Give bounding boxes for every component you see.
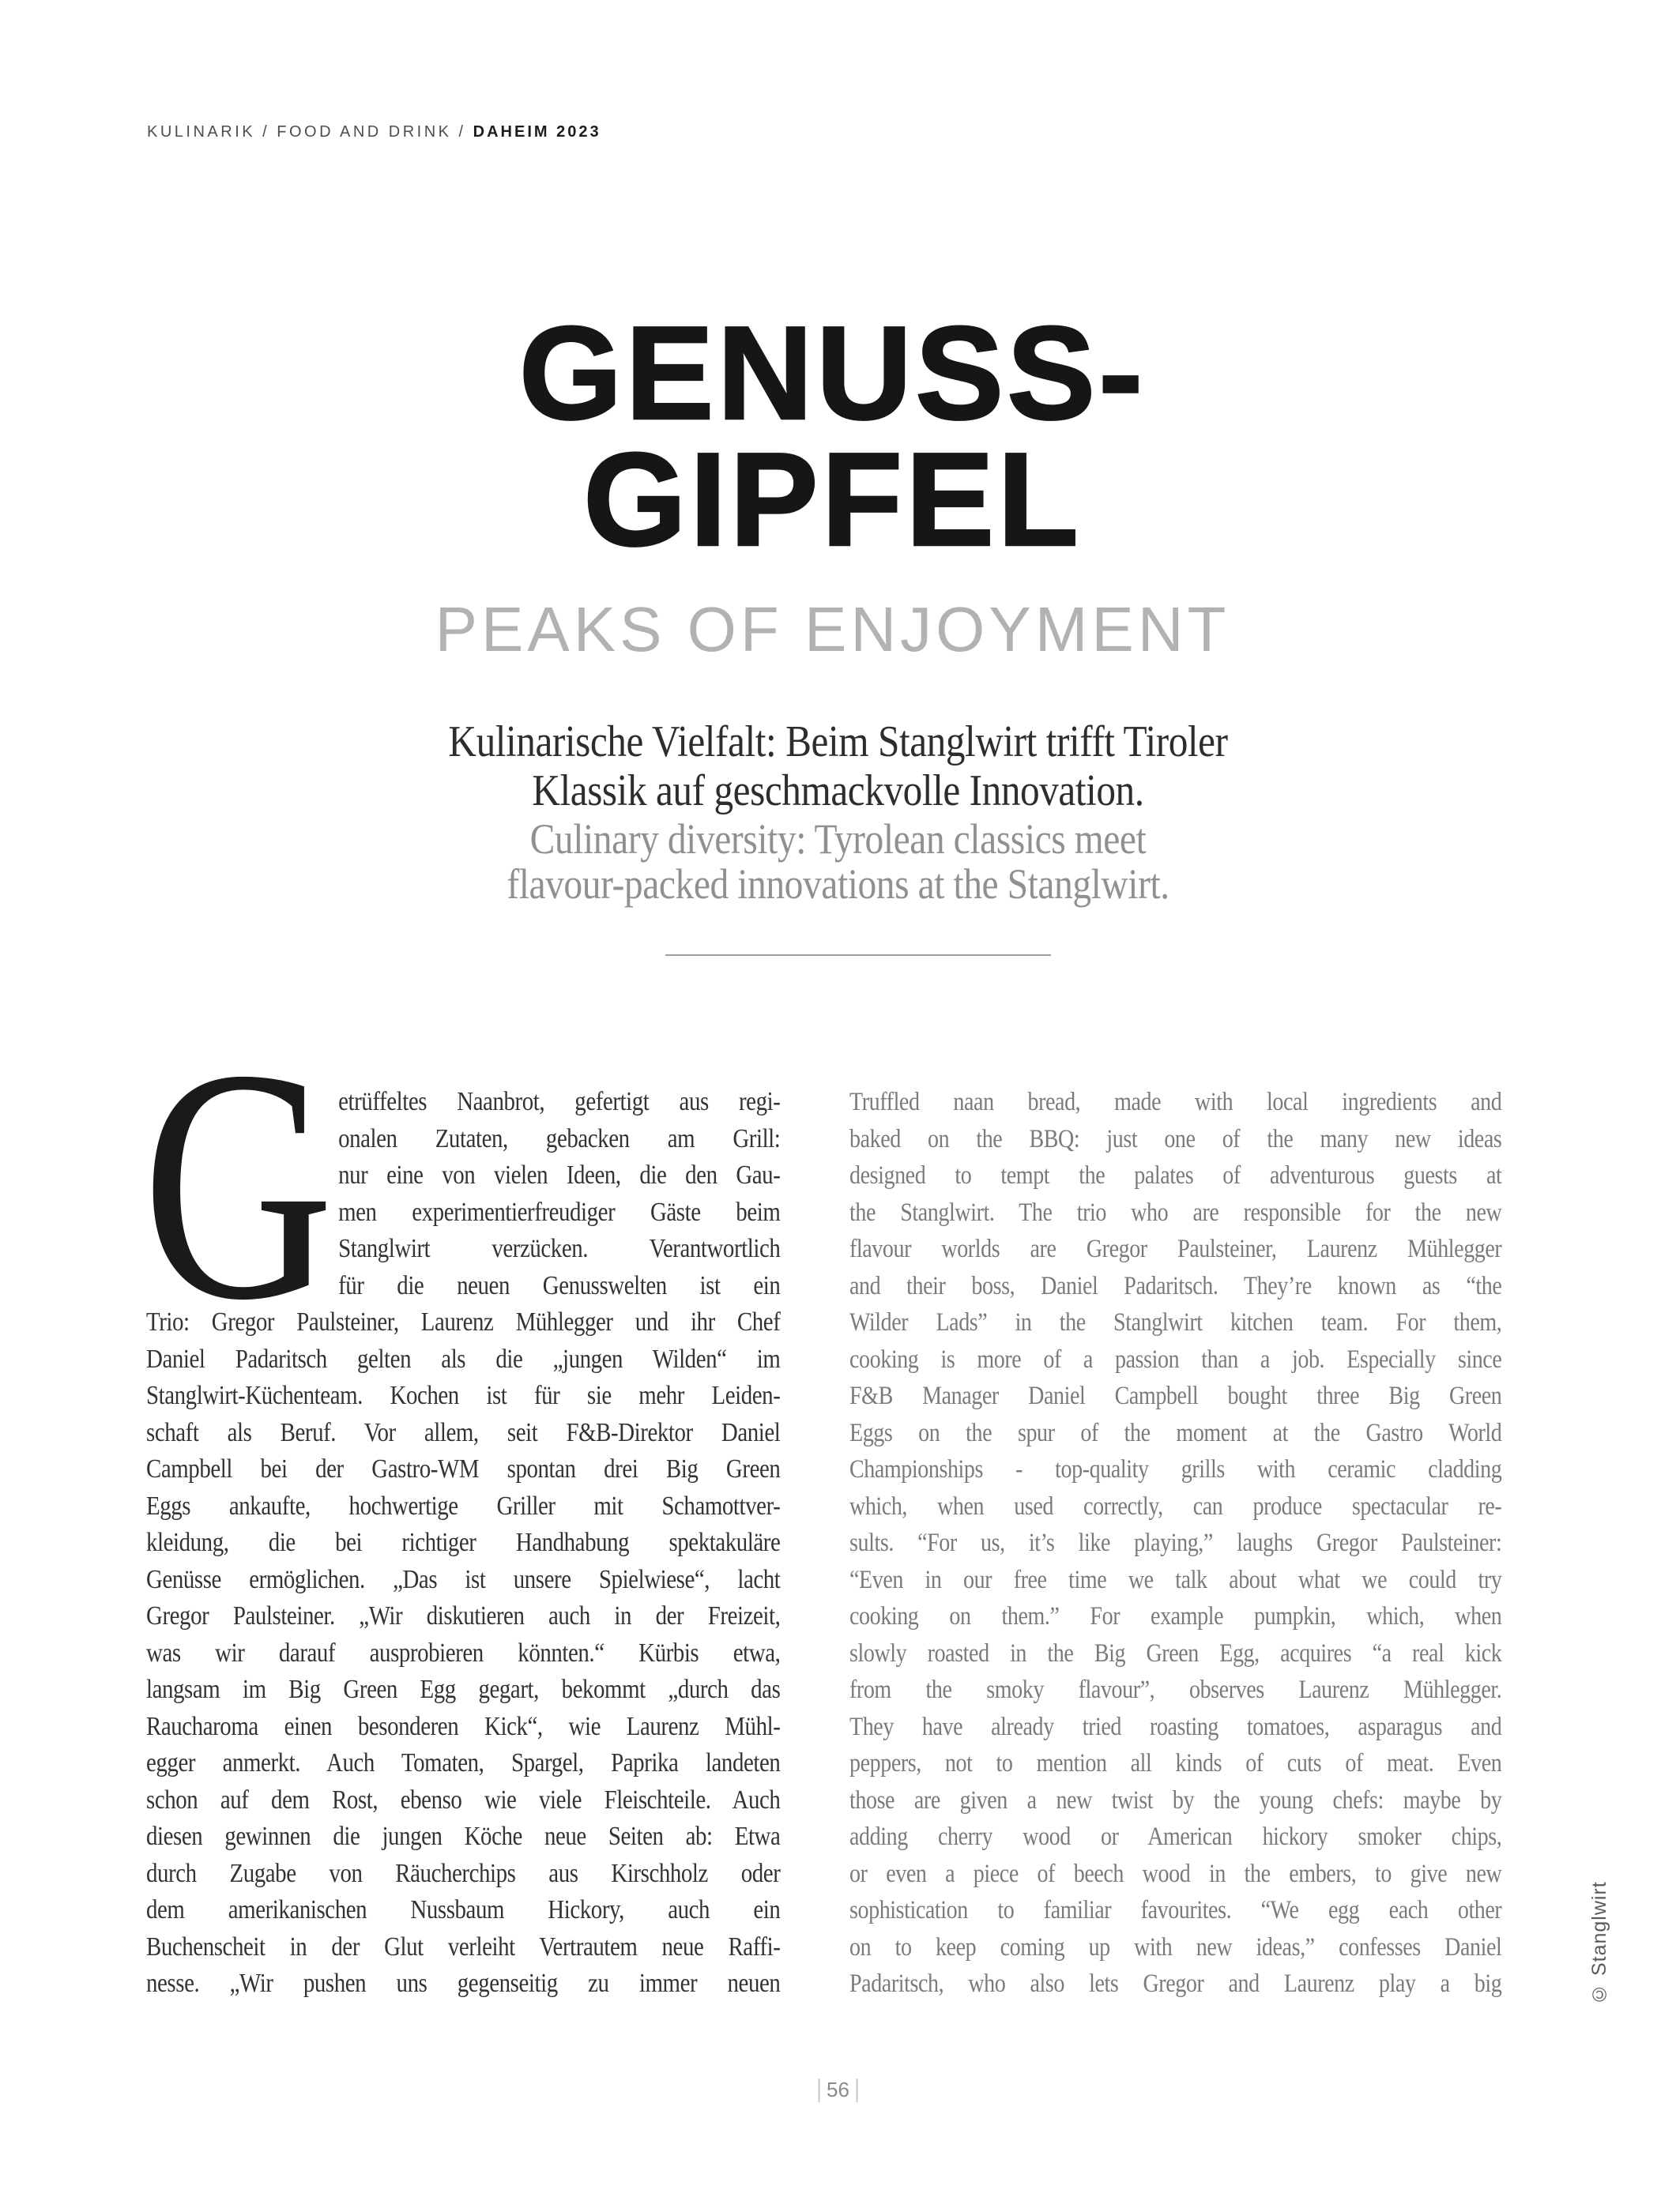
body-line: durch Zugabe von Räucherchips aus Kirschholz oder	[146, 1858, 781, 1888]
body-line: designed to tempt the palates of adventurous guests at	[849, 1161, 1502, 1190]
body-line: Truffled naan bread, made with local ingredients and	[849, 1088, 1502, 1116]
body-line: F&B Manager Daniel Campbell bought three Big Green	[849, 1382, 1502, 1410]
body-line: kleidung, die bei richtiger Handhabung spektakuläre	[146, 1528, 781, 1557]
body-line: Gregor Paulsteiner. „Wir diskutieren auch in der Freizeit,	[146, 1601, 781, 1631]
body-line: baked on the BBQ: just one of the many new ideas	[849, 1124, 1502, 1153]
body-line: cooking is more of a passion than a job. Especially since	[849, 1345, 1502, 1374]
body-line: onalen Zutaten, gebacken am Grill:	[338, 1123, 781, 1153]
body-line: Genüsse ermöglichen. „Das ist unsere Spielwiese“, lacht	[146, 1564, 781, 1594]
body-line: which, when used correctly, can produce spectacular re-	[849, 1492, 1502, 1521]
body-line: and their boss, Daniel Padaritsch. They’re known as “the	[849, 1271, 1502, 1300]
body-line: Campbell bei der Gastro-WM spontan drei Big Green	[146, 1454, 781, 1484]
body-line: nesse. „Wir pushen uns gegenseitig zu immer neuen	[146, 1969, 781, 1998]
kicker-issue: DAHEIM 2023	[473, 123, 601, 141]
page-subtitle: PEAKS OF ENJOYMENT	[435, 594, 1230, 664]
lede-german	[100, 717, 1575, 815]
body-line: sults. “For us, it’s like playing,” laughs Gregor Paulsteiner:	[849, 1529, 1502, 1557]
body-line: Padaritsch, who also lets Gregor and Laurenz play a big	[849, 1969, 1502, 1998]
body-line: men experimentierfreudiger Gäste beim	[338, 1197, 781, 1227]
kicker-category: KULINARIK / FOOD AND DRINK /	[147, 123, 473, 141]
page-title	[0, 299, 1665, 574]
body-line: etrüffeltes Naanbrot, gefertigt aus regi-	[338, 1087, 781, 1116]
body-line: Stanglwirt verzücken. Verantwortlich	[338, 1234, 781, 1263]
title-line-2: GIPFEL	[583, 425, 1082, 574]
body-line: Buchenscheit in der Glut verleiht Vertrautem neue Raffi-	[146, 1932, 781, 1962]
page-number	[818, 2078, 858, 2102]
body-line: langsam im Big Green Egg gegart, bekommt „durch das	[146, 1675, 781, 1704]
body-line: sophistication to familiar favourites. “We egg each other	[849, 1896, 1502, 1924]
body-line: on to keep coming up with new ideas,” confesses Daniel	[849, 1932, 1502, 1962]
body-line: Daniel Padaritsch gelten als die „jungen Wilden“ im	[146, 1344, 781, 1374]
body-line: slowly roasted in the Big Green Egg, acquires “a real kick	[849, 1638, 1502, 1668]
body-line: Stanglwirt-Küchenteam. Kochen ist für sie mehr Leiden-	[146, 1381, 781, 1410]
article-german-column	[146, 1084, 780, 2003]
body-line: adding cherry wood or American hickory smoker chips,	[849, 1823, 1502, 1851]
body-line: dem amerikanischen Nussbaum Hickory, auch ein	[146, 1895, 781, 1924]
body-line: “Even in our free time we talk about what we could try	[849, 1565, 1502, 1594]
body-line: schon auf dem Rost, ebenso wie viele Fleischteile. Auch	[146, 1785, 781, 1815]
body-line: flavour worlds are Gregor Paulsteiner, Laurenz Mühlegger	[849, 1235, 1502, 1263]
body-line: für die neuen Genusswelten ist ein	[338, 1270, 781, 1300]
body-line: nur eine von vielen Ideen, die den Gau-	[338, 1161, 781, 1190]
body-line: the Stanglwirt. The trio who are responsible for the new	[849, 1198, 1502, 1227]
body-line: Trio: Gregor Paulsteiner, Laurenz Mühlegger und ihr Chef	[146, 1307, 781, 1337]
body-line: cooking on them.” For example pumpkin, which, when	[849, 1602, 1502, 1631]
lede-german-line-2: Klassik auf geschmackvolle Innovation.	[532, 766, 1144, 815]
folio-bar-right	[857, 2078, 858, 2102]
body-line: diesen gewinnen die jungen Köche neue Seiten ab: Etwa	[146, 1822, 781, 1851]
body-line: egger anmerkt. Auch Tomaten, Spargel, Paprika landeten	[146, 1748, 781, 1778]
body-line: schaft als Beruf. Vor allem, seit F&B-Direktor Daniel	[146, 1417, 781, 1447]
lede-english-line-1: Culinary diversity: Tyrolean classics meet	[529, 815, 1147, 863]
lede-english	[100, 817, 1575, 907]
page-number-value: 56	[827, 2078, 849, 2101]
divider-rule	[665, 954, 1051, 956]
body-line: from the smoky flavour”, observes Laurenz Mühlegger.	[849, 1676, 1502, 1704]
article-english-column	[849, 1084, 1501, 2003]
drop-cap: G	[142, 1001, 334, 1368]
lede-german-line-1: Kulinarische Vielfalt: Beim Stanglwirt trifft Tiroler	[448, 717, 1228, 766]
title-line-1: GENUSS-	[518, 299, 1147, 447]
body-line: Eggs on the spur of the moment at the Gastro World	[849, 1418, 1502, 1447]
body-line: Championships - top-quality grills with ceramic cladding	[849, 1455, 1502, 1484]
body-line: Wilder Lads” in the Stanglwirt kitchen team. For them,	[849, 1308, 1502, 1337]
kicker	[147, 123, 601, 141]
body-line: Raucharoma einen besonderen Kick“, wie Laurenz Mühl-	[146, 1711, 781, 1741]
body-line: or even a piece of beech wood in the embers, to give new	[849, 1859, 1502, 1888]
body-line: peppers, not to mention all kinds of cuts of meat. Even	[849, 1749, 1502, 1778]
lede-english-line-2: flavour-packed innovations at the Stanglwirt.	[507, 860, 1169, 908]
body-line: They have already tried roasting tomatoes, asparagus and	[849, 1712, 1502, 1741]
folio-bar-left	[818, 2078, 819, 2102]
body-line: Eggs ankaufte, hochwertige Griller mit Schamottver-	[146, 1491, 781, 1521]
body-line: was wir darauf ausprobieren könnten.“ Kürbis etwa,	[146, 1638, 781, 1668]
body-line: those are given a new twist by the young chefs: maybe by	[849, 1785, 1502, 1815]
photo-credit: © Stanglwirt	[1588, 1881, 1610, 2005]
